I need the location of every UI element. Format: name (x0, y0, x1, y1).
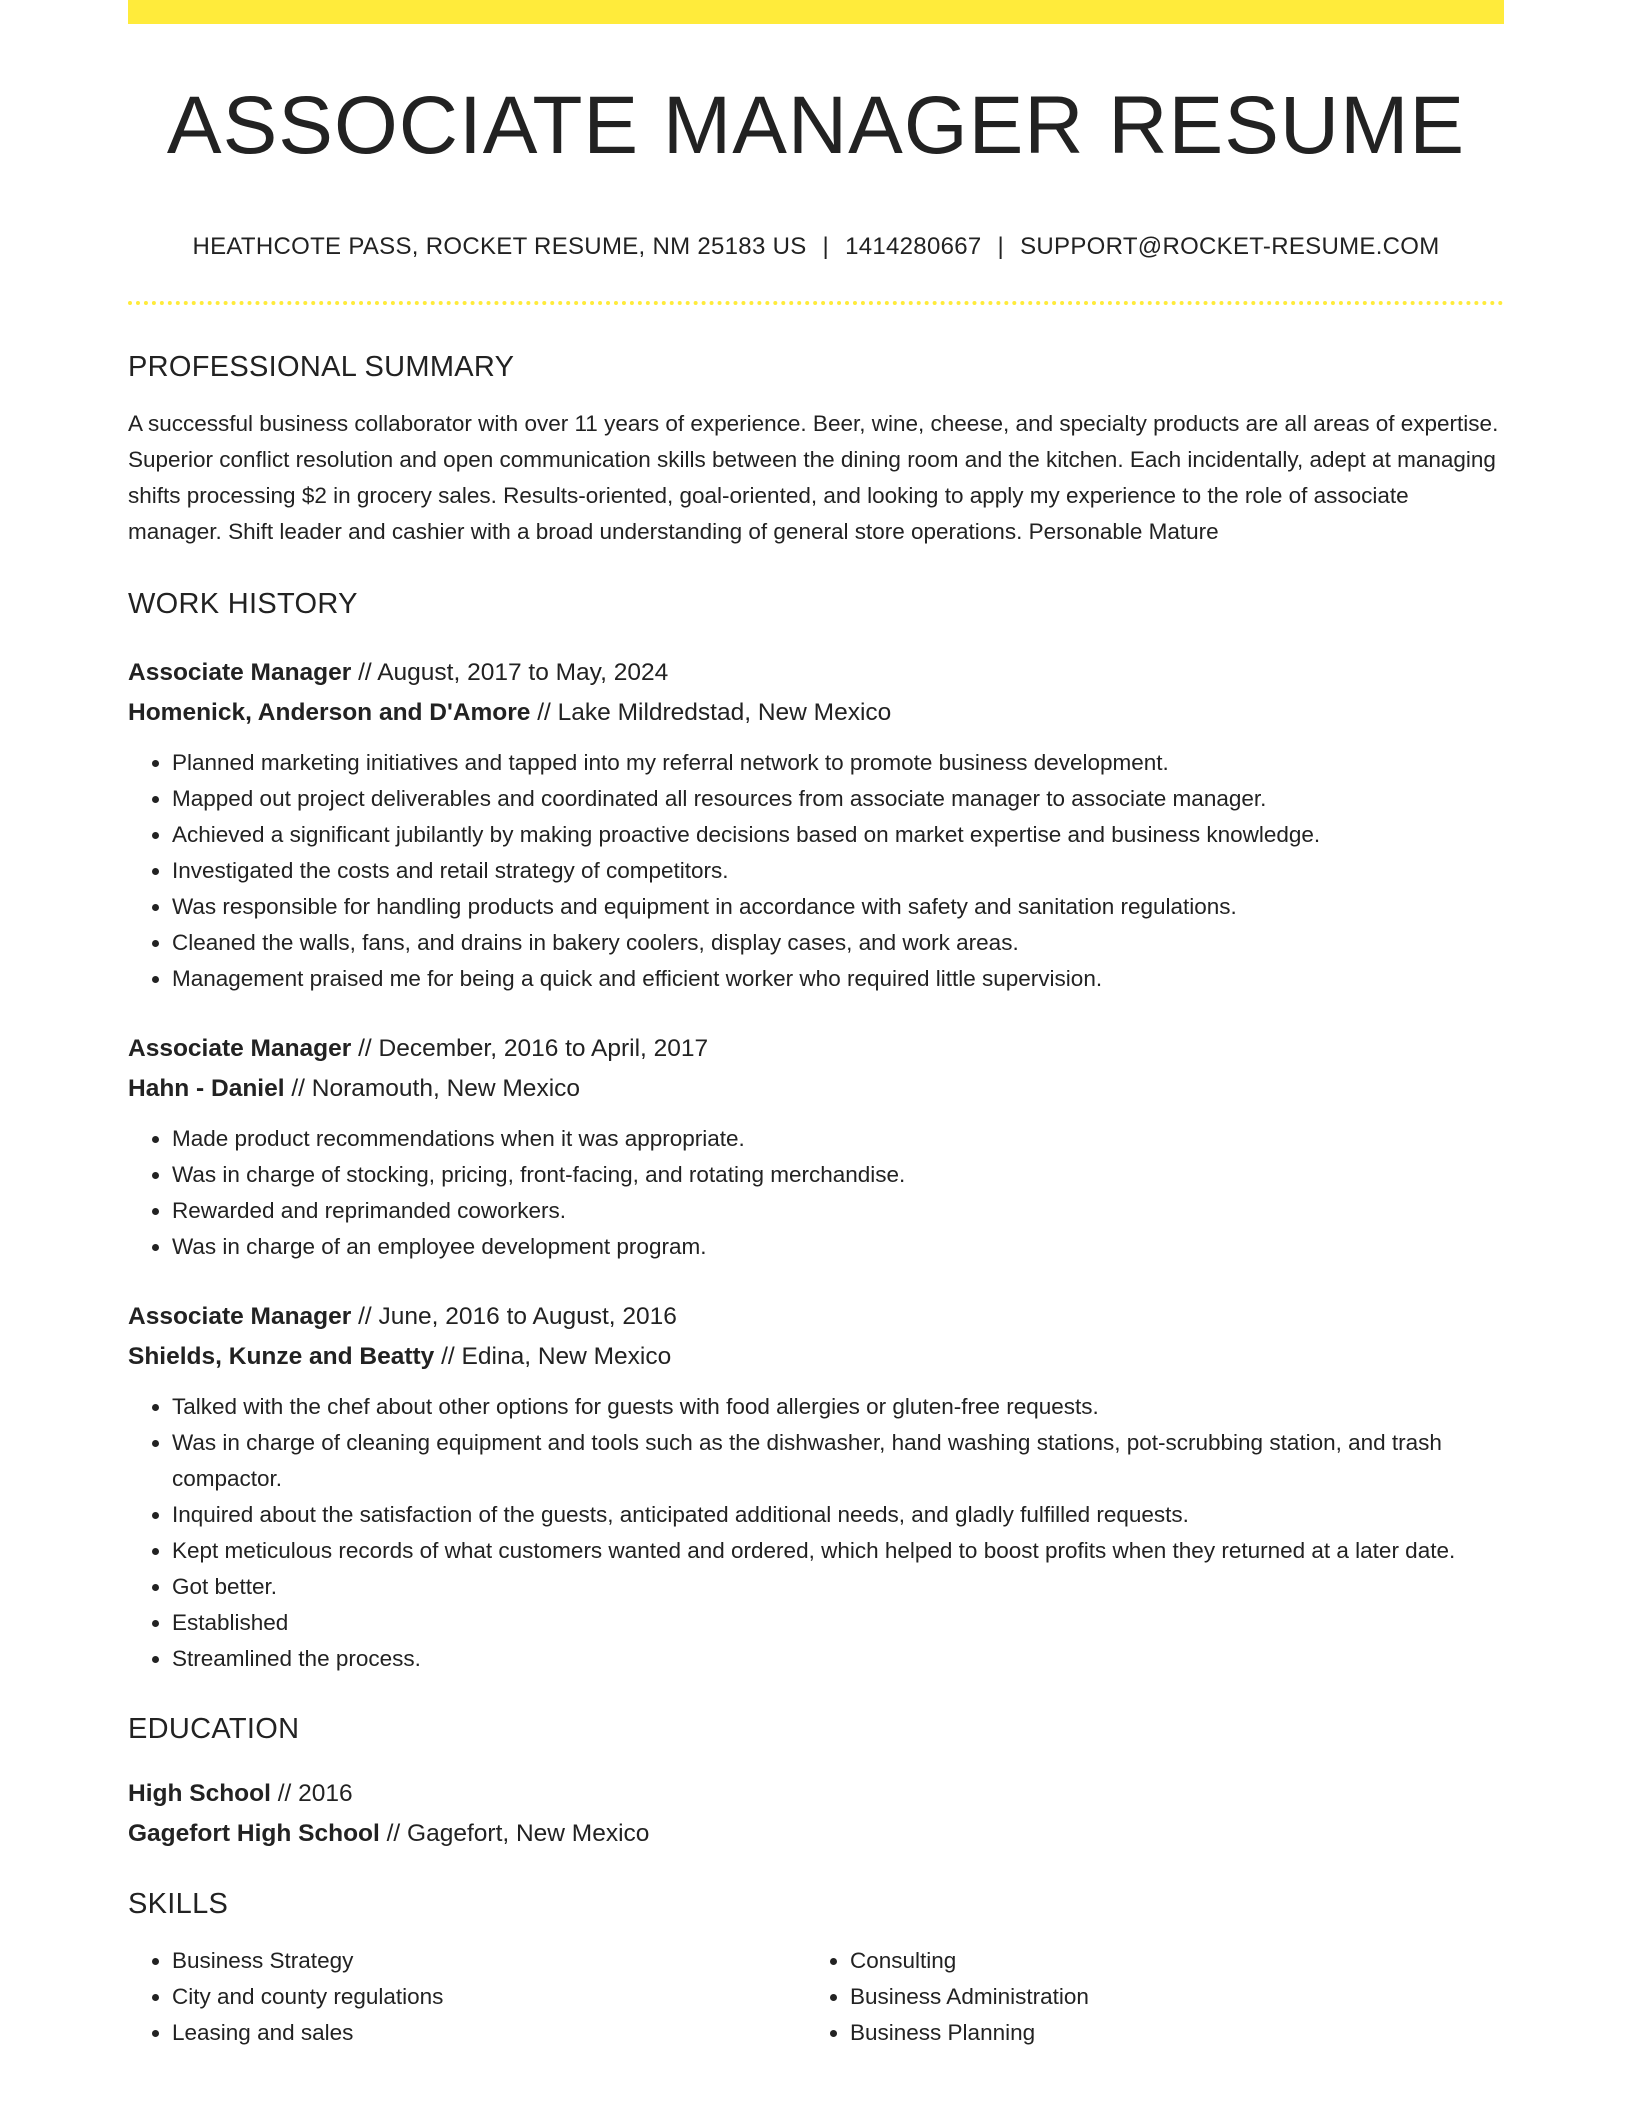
job-company: Shields, Kunze and Beatty (128, 1343, 435, 1370)
job-bullet: • Made product recommendations when it was appropriate. (172, 1121, 1504, 1157)
job-bullet: • Kept meticulous records of what customers wanted and ordered, which helped to boost profits when they returned at a later date. (172, 1533, 1504, 1569)
skill-item: • Business Administration (850, 1979, 1484, 2015)
education-heading: EDUCATION (128, 1713, 300, 1745)
job-title-line (128, 1297, 1504, 1337)
job-dates: // June, 2016 to August, 2016 (351, 1303, 677, 1330)
job-bullet: • Was in charge of an employee development program. (172, 1229, 1504, 1265)
work-history-heading: WORK HISTORY (128, 588, 358, 620)
job-bullet-list (128, 1121, 1504, 1265)
job-bullet: • Streamlined the process. (172, 1641, 1504, 1677)
job-bullet: • Investigated the costs and retail strategy of competitors. (172, 853, 1504, 889)
education-school-line (128, 1814, 1504, 1854)
job-location: // Noramouth, New Mexico (284, 1075, 581, 1102)
skill-item: • City and county regulations (172, 1979, 806, 2015)
job-company: Homenick, Anderson and D'Amore (128, 699, 531, 726)
skills-list (128, 1943, 806, 2051)
job-bullet: • Talked with the chef about other options for guests with food allergies or gluten-free requests. (172, 1389, 1504, 1425)
job-title: Associate Manager (128, 1035, 352, 1062)
job-bullet: • Inquired about the satisfaction of the guests, anticipated additional needs, and gladly fulfilled requests. (172, 1497, 1504, 1533)
job-company-line (128, 693, 1504, 733)
skill-item: • Business Strategy (172, 1943, 806, 1979)
skills-heading: SKILLS (128, 1888, 229, 1920)
education-school: Gagefort High School (128, 1820, 380, 1847)
skills-column-left (128, 1943, 806, 2051)
job-bullet: • Rewarded and reprimanded coworkers. (172, 1193, 1504, 1229)
dotted-divider (128, 301, 1504, 305)
job-bullet: • Management praised me for being a quick and efficient worker who required little supervision. (172, 961, 1504, 997)
job-bullet: • Established (172, 1605, 1504, 1641)
job-bullet-list (128, 1389, 1504, 1677)
job-entry (128, 1029, 1504, 1265)
education-year: // 2016 (270, 1780, 353, 1807)
skill-item: • Leasing and sales (172, 2015, 806, 2051)
education-degree-line (128, 1774, 1504, 1814)
job-bullet: • Planned marketing initiatives and tapped into my referral network to promote business development. (172, 745, 1504, 781)
contact-phone: 1414280667 (845, 233, 982, 260)
resume-page (128, 0, 1504, 2051)
contact-address: HEATHCOTE PASS, ROCKET RESUME, NM 25183 US (192, 233, 807, 260)
contact-separator: | (997, 233, 1005, 260)
job-title-line (128, 653, 1504, 693)
job-bullet-list (128, 745, 1504, 997)
skill-item: • Business Planning (850, 2015, 1484, 2051)
job-company-line (128, 1069, 1504, 1109)
job-bullet: • Mapped out project deliverables and coordinated all resources from associate manager to associate manager. (172, 781, 1504, 817)
job-bullet: • Was responsible for handling products and equipment in accordance with safety and sanitation regulations. (172, 889, 1504, 925)
job-dates: // August, 2017 to May, 2024 (351, 659, 669, 686)
job-location: // Edina, New Mexico (434, 1343, 672, 1370)
summary-heading: PROFESSIONAL SUMMARY (128, 351, 515, 383)
job-company: Hahn - Daniel (128, 1075, 285, 1102)
job-bullet: • Cleaned the walls, fans, and drains in bakery coolers, display cases, and work areas. (172, 925, 1504, 961)
accent-top-bar (128, 0, 1504, 24)
contact-email: SUPPORT@ROCKET-RESUME.COM (1020, 233, 1440, 260)
education-location: // Gagefort, New Mexico (379, 1820, 650, 1847)
education-entry (128, 1774, 1504, 1854)
job-bullet: • Was in charge of stocking, pricing, front-facing, and rotating merchandise. (172, 1157, 1504, 1193)
job-dates: // December, 2016 to April, 2017 (351, 1035, 709, 1062)
job-title-line (128, 1029, 1504, 1069)
job-bullet: • Was in charge of cleaning equipment and tools such as the dishwasher, hand washing stations, pot-scrubbing station, and trash compactor. (172, 1425, 1504, 1497)
contact-line (128, 233, 1504, 261)
education-degree: High School (128, 1780, 271, 1807)
summary-text: A successful business collaborator with over 11 years of experience. Beer, wine, cheese, and specialty products are all areas of expertise. Superior conflict resolution and open communication skills between the dining room and the kitchen. Each incidentally, adept at managing shifts processing $2 in grocery sales. Results-oriented, goal-oriented, and looking to apply my experience to the role of associate manager. Shift leader and cashier with a broad understanding of general store operations. Personable Mature (128, 411, 1499, 544)
job-bullet: • Achieved a significant jubilantly by making proactive decisions based on market expertise and business knowledge. (172, 817, 1504, 853)
skills-list (806, 1943, 1484, 2051)
job-title: Associate Manager (128, 1303, 352, 1330)
resume-title: ASSOCIATE MANAGER RESUME (166, 80, 1466, 171)
job-bullet: • Got better. (172, 1569, 1504, 1605)
job-title: Associate Manager (128, 659, 352, 686)
skill-item: • Consulting (850, 1943, 1484, 1979)
skills-grid (128, 1943, 1504, 2051)
job-location: // Lake Mildredstad, New Mexico (530, 699, 892, 726)
job-company-line (128, 1337, 1504, 1377)
contact-separator: | (822, 233, 830, 260)
job-entry (128, 653, 1504, 997)
skills-column-right (806, 1943, 1484, 2051)
job-entry (128, 1297, 1504, 1677)
